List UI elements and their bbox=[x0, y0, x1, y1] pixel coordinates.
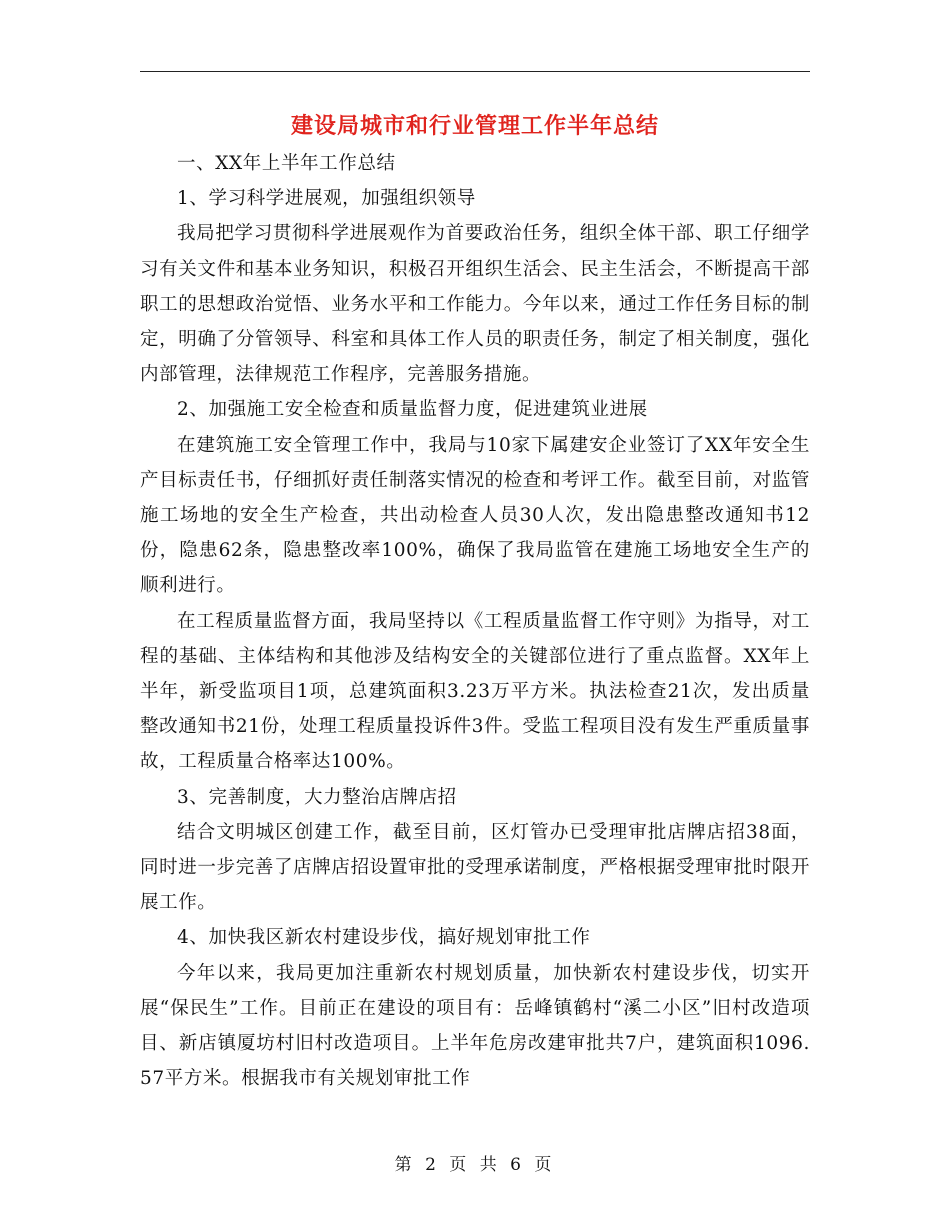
page-number-footer: 第 2 页 共 6 页 bbox=[394, 1155, 556, 1175]
document-body bbox=[140, 146, 810, 1096]
subsection-heading: 2、加强施工安全检查和质量监督力度，促进建筑业进展 bbox=[177, 399, 648, 421]
body-paragraph: 结合文明城区创建工作，截至目前，区灯管办已受理审批店牌店招38面，同时进一步完善了店牌店招设置审批的受理承诺制度，严格根据受理审批时限开展工作。 bbox=[140, 821, 810, 914]
body-paragraph: 在建筑施工安全管理工作中，我局与10家下属建安企业签订了XX年安全生产目标责任书，仔细抓好责任制落实情况的检查和考评工作。截至目前，对监管施工场地的安全生产检查，共出动检查人员30人次，发出隐患整改通知书12份，隐患62条，隐患整改率100%，确保了我局监管在建施工场地安全生产的顺利进行。 bbox=[140, 434, 810, 597]
body-paragraph: 今年以来，我局更加注重新农村规划质量，加快新农村建设步伐，切实开展“保民生”工作。目前正在建设的项目有：岳峰镇鹤村“溪二小区”旧村改造项目、新店镇厦坊村旧村改造项目。上半年危房改建审批共7户，建筑面积1096.57平方米。根据我市有关规划审批工作 bbox=[140, 962, 810, 1090]
subsection-heading: 4、加快我区新农村建设步伐，搞好规划审批工作 bbox=[177, 927, 591, 949]
body-paragraph: 在工程质量监督方面，我局坚持以《工程质量监督工作守则》为指导，对工程的基础、主体结构和其他涉及结构安全的关键部位进行了重点监督。XX年上半年，新受监项目1项，总建筑面积3.23万平方米。执法检查21次，发出质量整改通知书21份，处理工程质量投诉件3件。受监工程项目没有发生严重质量事故，工程质量合格率达100%。 bbox=[140, 610, 810, 773]
body-paragraph: 我局把学习贯彻科学进展观作为首要政治任务，组织全体干部、职工仔细学习有关文件和基本业务知识，积极召开组织生活会、民主生活会，不断提高干部职工的思想政治觉悟、业务水平和工作能力。今年以来，通过工作任务目标的制定，明确了分管领导、科室和具体工作人员的职责任务，制定了相关制度，强化内部管理，法律规范工作程序，完善服务措施。 bbox=[140, 223, 810, 386]
document-title: 建设局城市和行业管理工作半年总结 bbox=[290, 113, 659, 139]
section-heading: 一、XX年上半年工作总结 bbox=[177, 153, 396, 174]
subsection-heading: 1、学习科学进展观，加强组织领导 bbox=[177, 188, 476, 210]
subsection-heading: 3、完善制度，大力整治店牌店招 bbox=[177, 786, 457, 808]
header-rule bbox=[140, 71, 810, 72]
